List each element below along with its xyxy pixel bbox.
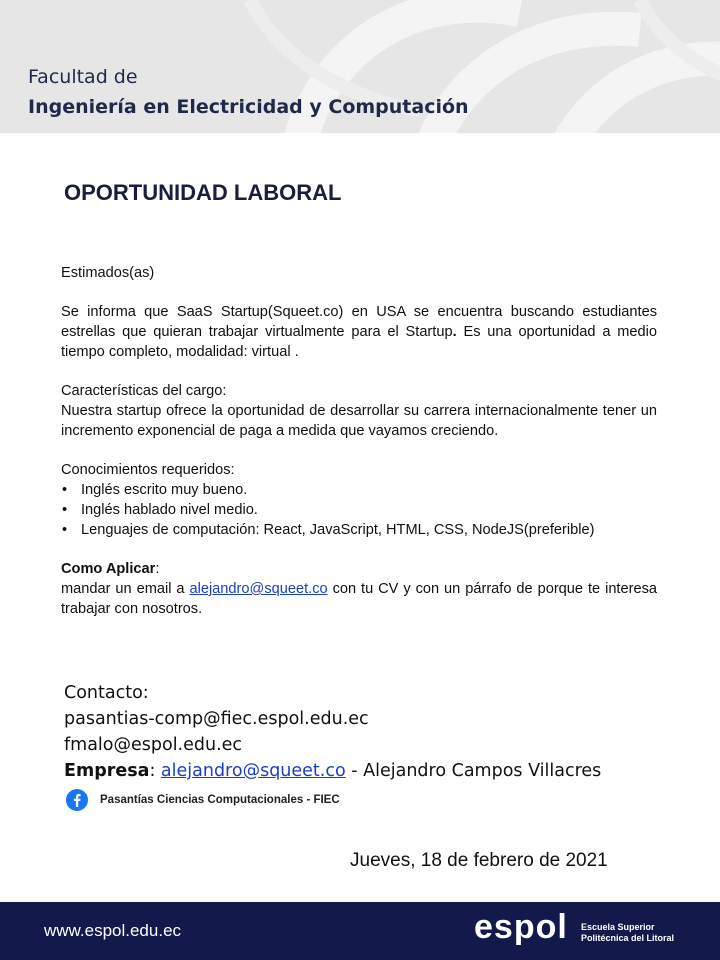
intro-period: . [452, 324, 457, 340]
apply-paragraph [61, 579, 657, 619]
intro-paragraph [61, 302, 657, 362]
features-heading: Características del cargo: [61, 383, 227, 399]
company-colon: : [149, 761, 161, 781]
logo-subtitle-line1: Escuela Superior [581, 922, 655, 932]
announcement-body [61, 263, 657, 619]
apply-text-before: mandar un email a [61, 581, 190, 597]
company-person: - Alejandro Campos Villacres [345, 761, 602, 781]
knowledge-list [61, 480, 657, 540]
apply-heading-line [61, 559, 657, 579]
apply-heading: Como Aplicar [61, 561, 156, 577]
apply-heading-colon: : [155, 561, 160, 577]
contact-email-2: fmalo@espol.edu.ec [64, 735, 243, 755]
features-text: Nuestra startup ofrece la oportunidad de desarrollar su carrera internacionalmente tener un incremento exponencial de paga a medida que vayamos creciendo. [61, 403, 657, 439]
header-banner [0, 0, 720, 133]
apply-text-after: con tu CV y con un párrafo de porque te interesa trabajar con nosotros. [61, 581, 657, 617]
faculty-name-line2: Ingeniería en Electricidad y Computación [28, 96, 469, 118]
list-item: • Inglés hablado nivel medio. [61, 500, 657, 520]
facebook-page-label: Pasantías Ciencias Computacionales - FIEC [100, 794, 340, 806]
contact-block [64, 680, 601, 784]
contact-email-1: pasantias-comp@fiec.espol.edu.ec [64, 709, 369, 729]
footer [0, 902, 720, 960]
page-title: OPORTUNIDAD LABORAL [64, 180, 342, 205]
contact-label: Contacto: [64, 683, 149, 703]
intro-text-part2: Es una oportunidad a medio tiempo completo, modalidad: virtual . [61, 324, 657, 360]
company-email-link[interactable]: alejandro@squeet.co [160, 761, 346, 781]
apply-email-link[interactable]: alejandro@squeet.co [189, 581, 328, 597]
logo-subtitle-line2: Politécnica del Litoral [581, 933, 675, 943]
footer-website-link[interactable]: www.espol.edu.ec [44, 921, 182, 940]
faculty-name-line1: Facultad de [28, 66, 138, 88]
facebook-link[interactable] [66, 789, 340, 811]
intro-text-part1: Se informa que SaaS Startup(Squeet.co) en USA se encuentra buscando estudiantes estrellas que quieran trabajar virtualmente para el Startup [61, 304, 657, 340]
company-line [64, 758, 601, 784]
list-item: • Inglés escrito muy bueno. [61, 480, 657, 500]
greeting: Estimados(as) [61, 265, 155, 281]
facebook-icon [66, 789, 88, 811]
list-item: • Lenguajes de computación: React, JavaScript, HTML, CSS, NodeJS(preferible) [61, 520, 657, 540]
company-label: Empresa [64, 761, 150, 781]
document-date: Jueves, 18 de febrero de 2021 [350, 850, 608, 871]
knowledge-heading: Conocimientos requeridos: [61, 462, 235, 478]
logo-wordmark: espol [474, 908, 568, 946]
